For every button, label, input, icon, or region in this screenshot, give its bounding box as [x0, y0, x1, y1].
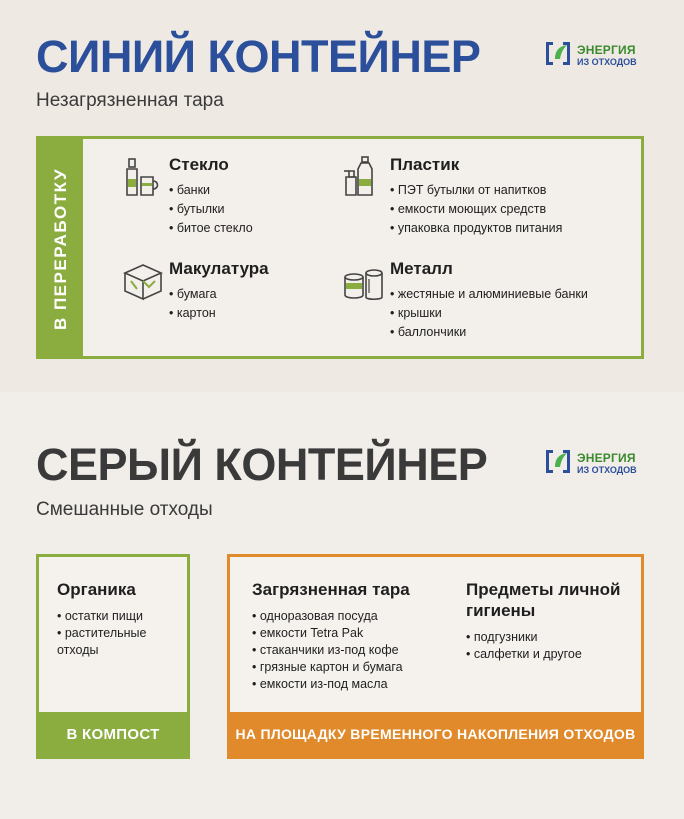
storage-site-footer: НА ПЛОЩАДКУ ВРЕМЕННОГО НАКОПЛЕНИЯ ОТХОДОВ	[230, 712, 641, 756]
list-item: • емкости Tetra Pak	[252, 625, 452, 642]
list-item: • остатки пищи	[57, 608, 177, 625]
list-item: • битое стекло	[169, 219, 253, 238]
category-title: Пластик	[390, 155, 460, 174]
category-list	[390, 285, 588, 342]
organic-list	[57, 608, 177, 659]
list-item: • емкости моющих средств	[390, 200, 562, 219]
list-item: • банки	[169, 181, 253, 200]
energy-logo	[543, 38, 663, 72]
metal-can-icon	[342, 259, 386, 303]
category-list	[169, 181, 253, 238]
blue-container-panel	[0, 0, 684, 392]
logo-mark-icon	[543, 38, 573, 68]
list-item: • упаковка продуктов питания	[390, 219, 562, 238]
list-item: • жестяные и алюминиевые банки	[390, 285, 588, 304]
dirty-packaging-column	[252, 579, 452, 693]
glass-bottle-icon	[121, 155, 165, 199]
plastic-bottle-icon	[342, 155, 386, 199]
category-list	[390, 181, 562, 238]
category-list	[169, 285, 217, 323]
list-item: • бутылки	[169, 200, 253, 219]
gray-container-title: СЕРЫЙ КОНТЕЙНЕР	[36, 439, 488, 490]
organic-title: Органика	[57, 580, 136, 599]
list-item: • одноразовая посуда	[252, 608, 452, 625]
mixed-waste-box	[227, 554, 644, 759]
hygiene-title: Предметы личной гигиены	[466, 580, 621, 620]
list-item: • стаканчики из-под кофе	[252, 642, 452, 659]
logo-line2: ИЗ ОТХОДОВ	[577, 57, 637, 67]
category-title: Металл	[390, 259, 453, 278]
list-item: • салфетки и другое	[466, 646, 636, 663]
list-item: • бумага	[169, 285, 217, 304]
recycle-label-text: В ПЕРЕРАБОТКУ	[51, 167, 70, 331]
hygiene-column	[466, 579, 636, 663]
blue-container-title: СИНИЙ КОНТЕЙНЕР	[36, 31, 481, 82]
logo-line2: ИЗ ОТХОДОВ	[577, 465, 637, 475]
category-title: Макулатура	[169, 259, 269, 278]
list-item: • емкости из-под масла	[252, 676, 452, 693]
dirty-packaging-list	[252, 608, 452, 693]
organic-column	[57, 579, 177, 659]
recycle-box	[36, 136, 644, 359]
gray-container-subtitle: Смешанные отходы	[36, 499, 213, 520]
logo-line1: ЭНЕРГИЯ	[577, 451, 636, 465]
gray-container-panel	[0, 392, 684, 819]
hygiene-list	[466, 629, 636, 663]
compost-footer: В КОМПОСТ	[39, 712, 187, 756]
list-item: • ПЭТ бутылки от напитков	[390, 181, 562, 200]
logo-mark-icon	[543, 446, 573, 476]
cardboard-box-icon	[121, 259, 165, 303]
list-item: • растительные отходы	[57, 625, 177, 659]
list-item: • баллончики	[390, 323, 588, 342]
organic-box	[36, 554, 190, 759]
list-item: • крышки	[390, 304, 588, 323]
blue-container-subtitle: Незагрязненная тара	[36, 90, 224, 111]
list-item: • грязные картон и бумага	[252, 659, 452, 676]
list-item: • подгузники	[466, 629, 636, 646]
list-item: • картон	[169, 304, 217, 323]
category-title: Стекло	[169, 155, 229, 174]
dirty-packaging-title: Загрязненная тара	[252, 580, 410, 599]
recycle-side-label	[39, 139, 83, 356]
energy-logo	[543, 446, 663, 480]
logo-line1: ЭНЕРГИЯ	[577, 43, 636, 57]
